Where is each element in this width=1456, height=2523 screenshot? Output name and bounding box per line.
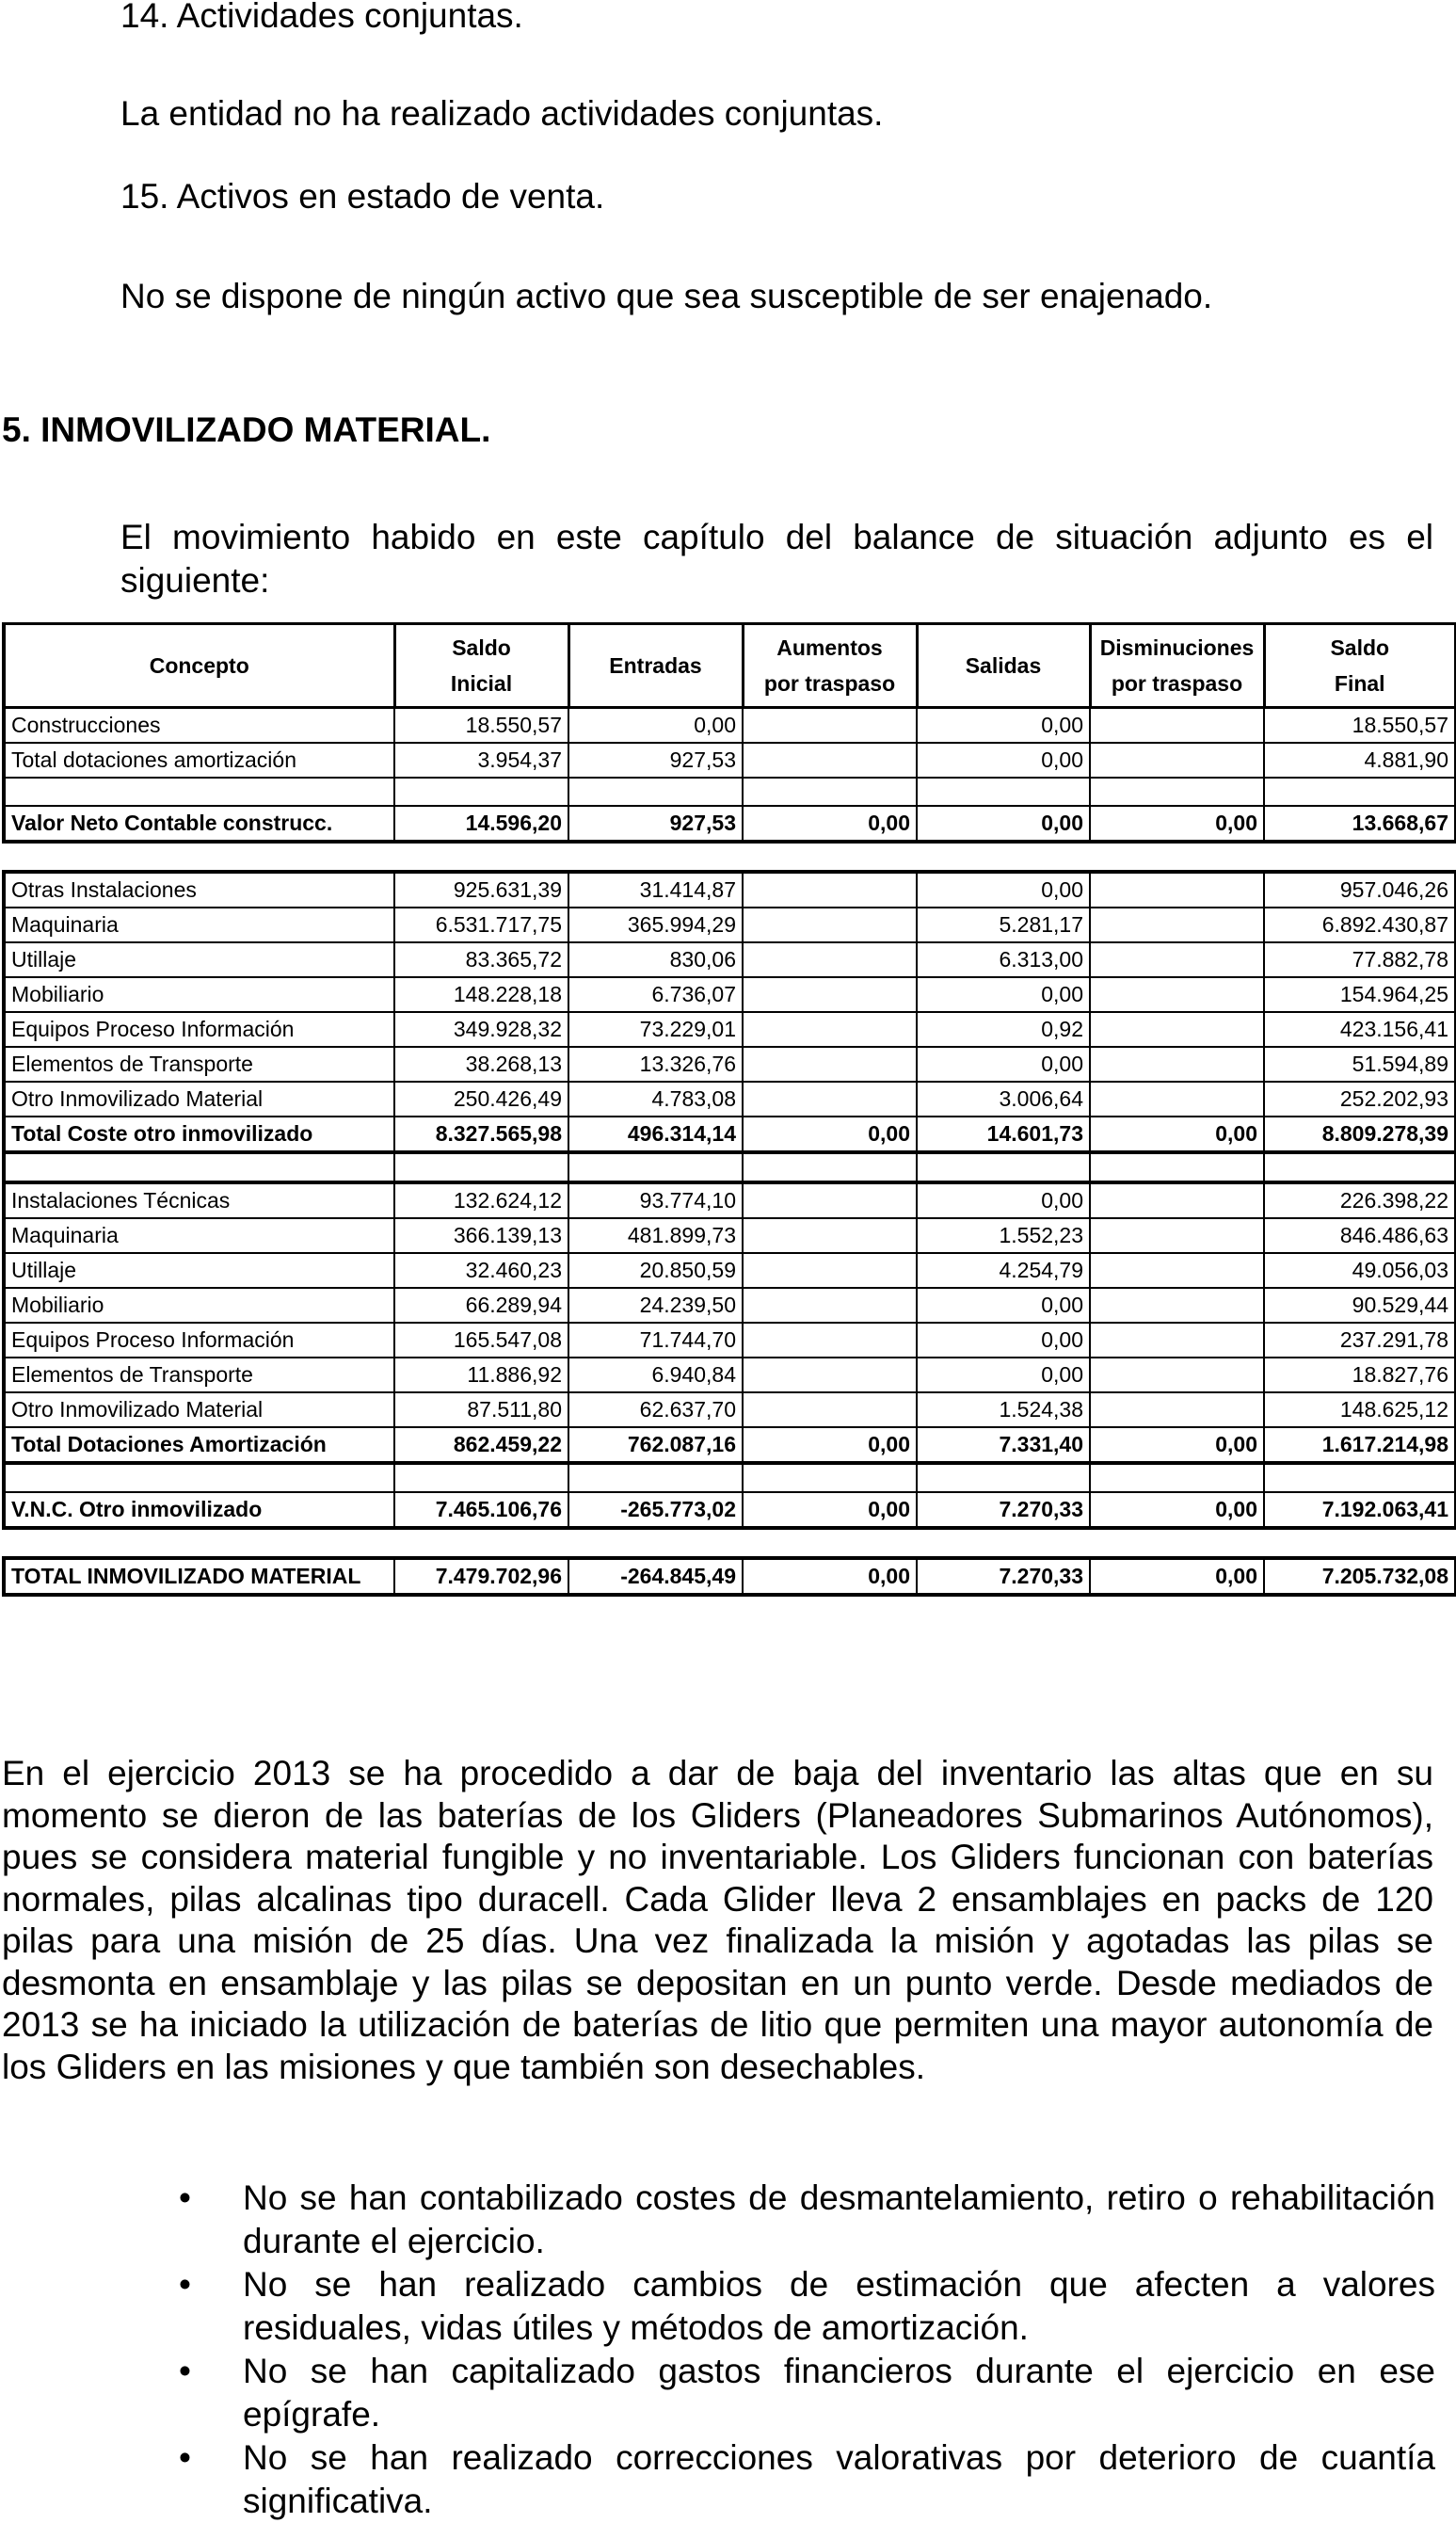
table-cell-value	[743, 1012, 917, 1047]
table-cell-value: 6.736,07	[568, 977, 743, 1012]
table-cell-value: 0,00	[917, 1047, 1090, 1082]
table-gap-row	[4, 842, 1456, 872]
table-cell-value	[743, 942, 917, 977]
table-cell-value	[1090, 908, 1264, 942]
table-cell-label: Elementos de Transporte	[4, 1047, 394, 1082]
table-cell-value: 365.994,29	[568, 908, 743, 942]
table-blank-row	[4, 1463, 1456, 1492]
table-cell-label: Maquinaria	[4, 908, 394, 942]
table-cell-label: Mobiliario	[4, 977, 394, 1012]
header-saldo-final: Saldo Final	[1264, 624, 1456, 708]
table-row	[4, 1358, 1456, 1392]
table-grand-total-row	[4, 1558, 1456, 1595]
table-cell-value: 0,00	[1090, 1492, 1264, 1528]
table-cell-value: 4.881,90	[1264, 743, 1456, 778]
table-cell-value: 762.087,16	[568, 1427, 743, 1463]
table-cell-value: -264.845,49	[568, 1558, 743, 1595]
table-cell-value: 5.281,17	[917, 908, 1090, 942]
table-cell-value: 0,92	[917, 1012, 1090, 1047]
table-blank-row	[4, 778, 1456, 806]
table-cell-value: 20.850,59	[568, 1253, 743, 1288]
table-cell-value: 366.139,13	[394, 1218, 568, 1253]
table-row	[4, 1012, 1456, 1047]
table-cell-value: 7.205.732,08	[1264, 1558, 1456, 1595]
table-cell-value: 31.414,87	[568, 872, 743, 908]
table-cell-value: 0,00	[1090, 1427, 1264, 1463]
table-cell-label: Mobiliario	[4, 1288, 394, 1323]
table-cell-value: 7.270,33	[917, 1492, 1090, 1528]
table-cell-value: 1.617.214,98	[1264, 1427, 1456, 1463]
table-cell-value	[1090, 1218, 1264, 1253]
table-cell-label: Otro Inmovilizado Material	[4, 1392, 394, 1427]
table-cell-value: 7.192.063,41	[1264, 1492, 1456, 1528]
table-cell-value: 148.625,12	[1264, 1392, 1456, 1427]
table-cell-value: 0,00	[917, 806, 1090, 842]
table-cell-value: 1.552,23	[917, 1218, 1090, 1253]
table-cell-value	[743, 1288, 917, 1323]
table-cell-value: 0,00	[568, 708, 743, 744]
table-cell-value	[743, 1218, 917, 1253]
table-cell-value: 0,00	[1090, 1117, 1264, 1152]
table-total-row	[4, 806, 1456, 842]
table-cell-value: 0,00	[743, 1558, 917, 1595]
table-cell-value: 0,00	[917, 708, 1090, 744]
table-cell-value: 250.426,49	[394, 1082, 568, 1117]
table-cell-value: 8.327.565,98	[394, 1117, 568, 1152]
table-cell-value: 132.624,12	[394, 1182, 568, 1218]
table-cell-value: 18.550,57	[1264, 708, 1456, 744]
table-row	[4, 1182, 1456, 1218]
table-cell-value: 14.601,73	[917, 1117, 1090, 1152]
table-cell-value: 0,00	[1090, 806, 1264, 842]
table-cell-value	[743, 1253, 917, 1288]
table-cell-value: 6.892.430,87	[1264, 908, 1456, 942]
bullet-icon: •	[179, 2178, 191, 2217]
header-disminuciones: Disminuciones por traspaso	[1090, 624, 1264, 708]
table-cell-value: 38.268,13	[394, 1047, 568, 1082]
table-cell-value: 83.365,72	[394, 942, 568, 977]
table-cell-value: 93.774,10	[568, 1182, 743, 1218]
header-entradas: Entradas	[568, 624, 743, 708]
table-cell-value: 0,00	[1090, 1558, 1264, 1595]
table-row	[4, 1047, 1456, 1082]
table-cell-value	[743, 1392, 917, 1427]
table-cell-value: 862.459,22	[394, 1427, 568, 1463]
table-cell-value: 71.744,70	[568, 1323, 743, 1358]
table-cell-value	[1090, 1392, 1264, 1427]
table-cell-value	[743, 1323, 917, 1358]
table-cell-value	[743, 908, 917, 942]
table-cell-value	[1090, 872, 1264, 908]
table-cell-value: 87.511,80	[394, 1392, 568, 1427]
table-cell-value: 252.202,93	[1264, 1082, 1456, 1117]
table-cell-label: Total Dotaciones Amortización	[4, 1427, 394, 1463]
table-cell-value: 6.531.717,75	[394, 908, 568, 942]
table-cell-label: Maquinaria	[4, 1218, 394, 1253]
table-cell-label: Instalaciones Técnicas	[4, 1182, 394, 1218]
table-row	[4, 1288, 1456, 1323]
table-cell-value	[1090, 977, 1264, 1012]
table-cell-value: 24.239,50	[568, 1288, 743, 1323]
gliders-paragraph: En el ejercicio 2013 se ha procedido a dar de baja del inventario las altas que en su momento se dieron de las baterías de los Gliders (Planeadores Submarinos Autónomos), pues se considera material fungible y no inventariable. Los Gliders funcionan con baterías normales, pilas alcalinas tipo duracell. Cada Glider lleva 2 ensamblajes en packs de 120 pilas para una misión de 25 días. Una vez finalizada la misión y agotadas las pilas se desmonta en ensamblaje y las pilas se depositan en un punto verde. Desde mediados de 2013 se ha iniciado la utilización de baterías de litio que permiten una mayor autonomía de los Gliders en las misiones y que también son desechables.	[2, 1754, 1433, 2086]
table-cell-value: 496.314,14	[568, 1117, 743, 1152]
table-cell-value	[743, 708, 917, 744]
table-cell-label: Utillaje	[4, 942, 394, 977]
table-cell-value	[1090, 708, 1264, 744]
bullet-icon: •	[179, 2438, 191, 2477]
table-header-row	[4, 624, 1456, 708]
table-cell-value: 165.547,08	[394, 1323, 568, 1358]
table-cell-value: 237.291,78	[1264, 1323, 1456, 1358]
table-cell-value: 846.486,63	[1264, 1218, 1456, 1253]
table-cell-value: 0,00	[917, 977, 1090, 1012]
table-cell-value: 62.637,70	[568, 1392, 743, 1427]
table-cell-value: 32.460,23	[394, 1253, 568, 1288]
table-cell-value: 14.596,20	[394, 806, 568, 842]
table-cell-label: TOTAL INMOVILIZADO MATERIAL	[4, 1558, 394, 1595]
table-cell-value: 6.313,00	[917, 942, 1090, 977]
table-cell-value: 7.331,40	[917, 1427, 1090, 1463]
section-15-text: No se dispone de ningún activo que sea susceptible de ser enajenado.	[120, 277, 1213, 315]
table-total-row	[4, 1117, 1456, 1152]
table-cell-value: 423.156,41	[1264, 1012, 1456, 1047]
table-cell-value: 0,00	[743, 1117, 917, 1152]
table-row	[4, 872, 1456, 908]
table-cell-value	[743, 872, 917, 908]
intro-paragraph: El movimiento habido en este capítulo del balance de situación adjunto es el siguiente:	[120, 518, 1433, 600]
table-cell-value: 3.006,64	[917, 1082, 1090, 1117]
list-item: • No se han contabilizado costes de desmantelamiento, retiro o rehabilitación durante el ejercicio.	[179, 2178, 1435, 2260]
table-cell-value	[743, 977, 917, 1012]
table-cell-value: 0,00	[917, 872, 1090, 908]
header-concepto: Concepto	[4, 624, 394, 708]
table-cell-value: 927,53	[568, 743, 743, 778]
table-cell-label: Total Coste otro inmovilizado	[4, 1117, 394, 1152]
table-cell-value: 0,00	[917, 1323, 1090, 1358]
table-cell-value	[743, 1182, 917, 1218]
table-cell-label: Otras Instalaciones	[4, 872, 394, 908]
table-cell-value: 148.228,18	[394, 977, 568, 1012]
table-cell-value	[1090, 1012, 1264, 1047]
header-aumentos: Aumentos por traspaso	[743, 624, 917, 708]
bullet-list	[179, 2177, 1435, 2523]
table-cell-value: 49.056,03	[1264, 1253, 1456, 1288]
table-row	[4, 1218, 1456, 1253]
table-row	[4, 743, 1456, 778]
table-cell-value	[1090, 743, 1264, 778]
table-cell-value: 0,00	[743, 806, 917, 842]
table-cell-value: 0,00	[743, 1492, 917, 1528]
list-item: • No se han realizado cambios de estimación que afecten a valores residuales, vidas útiles y métodos de amortización.	[179, 2265, 1435, 2347]
table-cell-value: 0,00	[917, 1288, 1090, 1323]
table-cell-label: Total dotaciones amortización	[4, 743, 394, 778]
table-cell-value: 7.270,33	[917, 1558, 1090, 1595]
table-cell-value: 3.954,37	[394, 743, 568, 778]
section-5-heading: 5. INMOVILIZADO MATERIAL.	[2, 410, 491, 449]
table-cell-value: 13.326,76	[568, 1047, 743, 1082]
header-saldo-inicial: Saldo Inicial	[394, 624, 568, 708]
table-cell-value	[1090, 1288, 1264, 1323]
table-cell-value	[743, 743, 917, 778]
table-cell-value: 4.783,08	[568, 1082, 743, 1117]
bullet-icon: •	[179, 2265, 191, 2304]
table-cell-value: 349.928,32	[394, 1012, 568, 1047]
table-cell-value: 7.479.702,96	[394, 1558, 568, 1595]
table-cell-value	[1090, 1182, 1264, 1218]
table-cell-value: 830,06	[568, 942, 743, 977]
table-total-row	[4, 1427, 1456, 1463]
table-cell-value	[1090, 1323, 1264, 1358]
table-cell-value: 0,00	[917, 743, 1090, 778]
table-cell-value: 90.529,44	[1264, 1288, 1456, 1323]
table-row	[4, 1253, 1456, 1288]
table-gap-row	[4, 1528, 1456, 1558]
table-cell-value: 481.899,73	[568, 1218, 743, 1253]
table-cell-label: Valor Neto Contable construcc.	[4, 806, 394, 842]
table-row	[4, 1082, 1456, 1117]
table-cell-value: 13.668,67	[1264, 806, 1456, 842]
table-cell-value: 0,00	[917, 1358, 1090, 1392]
table-row	[4, 908, 1456, 942]
table-cell-value: 226.398,22	[1264, 1182, 1456, 1218]
table-cell-value	[743, 1047, 917, 1082]
table-blank-row	[4, 1152, 1456, 1182]
table-cell-value	[743, 1082, 917, 1117]
table-cell-value: 66.289,94	[394, 1288, 568, 1323]
table-cell-value	[1090, 1358, 1264, 1392]
table-cell-value: -265.773,02	[568, 1492, 743, 1528]
bullet-icon: •	[179, 2352, 191, 2390]
header-salidas: Salidas	[917, 624, 1090, 708]
table-cell-value	[1090, 942, 1264, 977]
table-cell-value: 7.465.106,76	[394, 1492, 568, 1528]
table-cell-value: 154.964,25	[1264, 977, 1456, 1012]
table-cell-value: 6.940,84	[568, 1358, 743, 1392]
table-cell-value	[1090, 1047, 1264, 1082]
table-cell-value: 0,00	[917, 1182, 1090, 1218]
table-cell-label: Equipos Proceso Información	[4, 1323, 394, 1358]
table-cell-value	[1090, 1253, 1264, 1288]
table-cell-label: V.N.C. Otro inmovilizado	[4, 1492, 394, 1528]
table-cell-value: 927,53	[568, 806, 743, 842]
table-cell-label: Elementos de Transporte	[4, 1358, 394, 1392]
section-15-title: 15. Activos en estado de venta.	[120, 177, 605, 216]
section-14-title: 14. Actividades conjuntas.	[120, 0, 523, 35]
table-row	[4, 708, 1456, 744]
list-item: • No se han capitalizado gastos financieros durante el ejercicio en ese epígrafe.	[179, 2352, 1435, 2434]
list-item: • No se han realizado correcciones valorativas por deterioro de cuantía significativa.	[179, 2438, 1435, 2520]
table-row	[4, 1392, 1456, 1427]
table-cell-value: 18.550,57	[394, 708, 568, 744]
table-cell-label: Utillaje	[4, 1253, 394, 1288]
table-cell-value: 73.229,01	[568, 1012, 743, 1047]
table-cell-value: 957.046,26	[1264, 872, 1456, 908]
table-cell-value: 8.809.278,39	[1264, 1117, 1456, 1152]
table-cell-value: 0,00	[743, 1427, 917, 1463]
table-cell-value: 51.594,89	[1264, 1047, 1456, 1082]
table-cell-value: 925.631,39	[394, 872, 568, 908]
table-cell-value	[743, 1358, 917, 1392]
table-cell-value: 4.254,79	[917, 1253, 1090, 1288]
table-cell-value: 1.524,38	[917, 1392, 1090, 1427]
table-cell-label: Construcciones	[4, 708, 394, 744]
section-14-text: La entidad no ha realizado actividades conjuntas.	[120, 94, 884, 133]
table-cell-value: 11.886,92	[394, 1358, 568, 1392]
table-row	[4, 1323, 1456, 1358]
table-cell-value: 77.882,78	[1264, 942, 1456, 977]
table-row	[4, 977, 1456, 1012]
table-row	[4, 942, 1456, 977]
table-cell-value: 18.827,76	[1264, 1358, 1456, 1392]
table-cell-label: Equipos Proceso Información	[4, 1012, 394, 1047]
table-cell-label: Otro Inmovilizado Material	[4, 1082, 394, 1117]
table-cell-value	[1090, 1082, 1264, 1117]
inmovilizado-table	[2, 622, 1456, 1597]
table-total-row	[4, 1492, 1456, 1528]
